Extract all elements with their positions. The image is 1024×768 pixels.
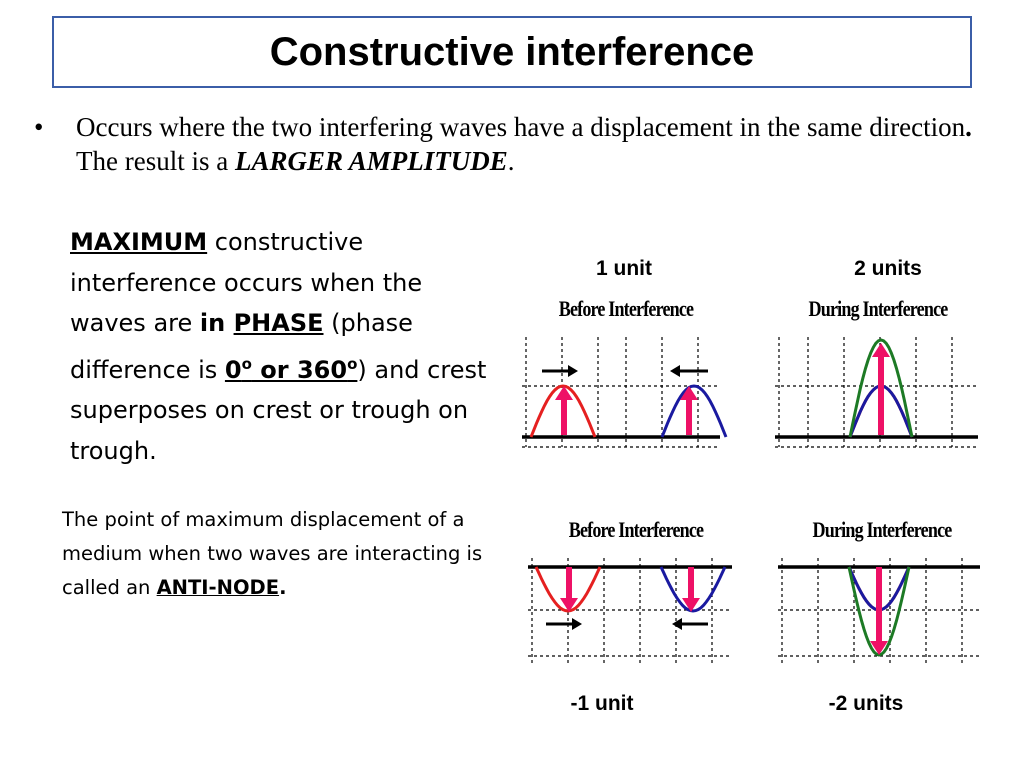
bullet-marker: • [34, 112, 44, 142]
degree-mark: o [347, 354, 358, 373]
page-title: Constructive interference [269, 29, 755, 74]
bullet-bold-period: . [965, 112, 972, 142]
phase-word: PHASE [233, 309, 324, 337]
left-arrow-head [670, 365, 680, 377]
degree-mark: o [241, 354, 252, 373]
left-arrow-head [672, 618, 682, 630]
maximum-text: (phase difference is [70, 309, 413, 384]
label-2-units: 2 units [854, 257, 922, 280]
panel-title-during-bottom: During Interference [812, 517, 952, 542]
maximum-text: constructive interference occurs when the waves are [70, 228, 423, 337]
waves [531, 340, 912, 655]
label-minus-1-unit: -1 unit [570, 692, 634, 715]
label-minus-2-units: -2 units [828, 692, 904, 715]
panel-title-before-top: Before Interference [558, 296, 694, 321]
label-1-unit: 1 unit [596, 257, 652, 280]
right-arrow-head [572, 618, 582, 630]
or360-value: or 360 [251, 355, 348, 384]
antinode-period: . [279, 576, 287, 599]
maximum-text: ) and crest superposes on crest or trough on trough. [70, 355, 487, 465]
panel-title-before-bottom: Before Interference [568, 517, 704, 542]
blue-wave-crest [662, 386, 726, 437]
larger-amplitude-text: LARGER AMPLITUDE [234, 146, 508, 176]
bullet-text-part: Occurs where the two interfering waves have a displacement in the same direction [76, 112, 966, 142]
right-arrow-head [568, 365, 578, 377]
zero-value: 0 [224, 355, 242, 384]
bullet-text-part: The result is a [76, 146, 235, 176]
grid-lines [522, 337, 980, 665]
maximum-word: MAXIMUM [70, 228, 208, 256]
arrows [542, 343, 890, 655]
in-word: in [199, 309, 234, 337]
antinode-term: ANTI-NODE [156, 576, 280, 599]
bullet-text-part: . [507, 146, 515, 176]
antinode-text: The point of maximum displacement of a medium when two waves are interacting is called an [62, 508, 483, 599]
panel-title-during-top: During Interference [808, 296, 948, 321]
